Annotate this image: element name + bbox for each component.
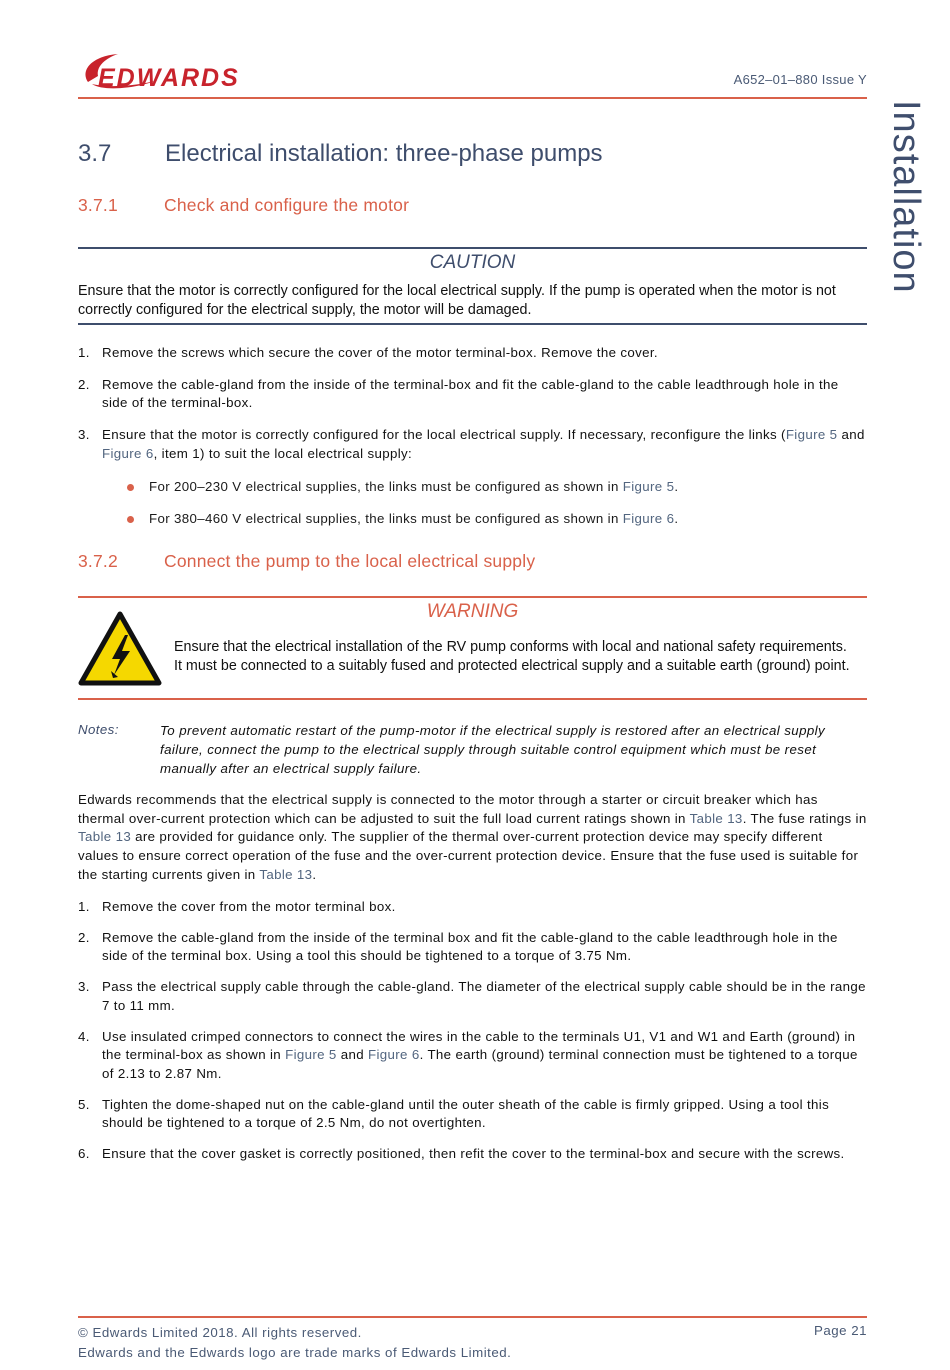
supply-bullets [125,478,865,528]
figure-6-link[interactable]: Figure 6 [368,1047,420,1063]
caution-title: CAUTION [429,252,516,273]
trademark-text: Edwards and the Edwards logo are trade marks of Edwards Limited. [78,1344,512,1360]
table-13-link[interactable]: Table 13 [259,866,313,882]
bullet-dot [127,484,134,491]
list-item: 3. Pass the electrical supply cable through the cable-gland. The diameter of the electrical supply cable should be in the range 7 to 11 mm. [78,979,866,1013]
bullet-item: For 380–460 V electrical supplies, the links must be configured as shown in Figure 6. [125,510,865,529]
side-tab-label: Installation [885,100,927,294]
list-item: 3. Ensure that the motor is correctly configured for the local electrical supply. If necessary, reconfigure the links (Figure 5 and Figure 6, item 1) to suit the local electrical supply: [78,427,865,461]
notes-text: To prevent automatic restart of the pump-motor if the electrical supply is restored after an electrical supply failure, connect the pump to the electrical supply through suitable control equipment which must be reset manually after an electrical supply failure. [160,723,826,776]
figure-5-link[interactable]: Figure 5 [785,427,838,443]
edwards-logo [78,52,298,92]
footer-legal [78,1323,511,1362]
list-item: 2. Remove the cable-gland from the inside of the terminal box and fit the cable-gland to the cable leadthrough hole in the side of the terminal box. Using a tool this should be tightened to a torque of 3.75 Nm. [78,929,838,964]
figure-6-link[interactable]: Figure 6 [102,445,154,461]
caution-bottom-rule [78,323,867,325]
subsection-number: 3.7.2 [78,551,118,571]
section-title: Electrical installation: three-phase pumps [165,140,603,167]
subsection-title: Connect the pump to the local electrical supply [164,551,536,571]
warning-top-rule [78,596,867,598]
section-number: 3.7 [78,140,112,167]
notes-label: Notes: [78,722,119,737]
bullet-item: For 200–230 V electrical supplies, the links must be configured as shown in Figure 5. [125,478,865,497]
subsection-heading-1 [78,195,409,216]
table-13-link[interactable]: Table 13 [689,810,743,826]
list-item: 2. Remove the cable-gland from the inside of the terminal-box and fit the cable-gland to the cable leadthrough hole in the side of the terminal-box. [78,376,839,411]
connect-steps-list [78,898,867,1164]
list-item: 4. Use insulated crimped connectors to connect the wires in the cable to the terminals U1, V1 and W1 and Earth (ground) in the terminal-box as shown in Figure 5 and Figure 6. The earth (ground) terminal connection must be tightened to a torque of 2.13 to 2.87 Nm. [78,1028,858,1081]
document-reference: A652–01–880 Issue Y [733,72,867,87]
list-item: 5. Tighten the dome-shaped nut on the cable-gland until the outer sheath of the cable is firmly gripped. Using a tool this should be tightened to a torque of 2.5 Nm, do not overtighten. [78,1096,830,1131]
header-divider [78,97,867,99]
table-13-link[interactable]: Table 13 [78,829,132,845]
copyright-text: © Edwards Limited 2018. All rights reserved. [78,1325,362,1340]
warning-text: Ensure that the electrical installation of the RV pump conforms with local and national safety requirements. It must be connected to a suitably fused and protected electrical supply and a suitable earth (ground) point. [174,639,850,674]
list-item: 1. Remove the cover from the motor terminal box. [78,899,396,914]
list-item: 1. Remove the screws which secure the cover of the motor terminal-box. Remove the cover. [78,345,658,360]
section-side-tab [884,100,927,310]
recommendation-paragraph: Edwards recommends that the electrical supply is connected to the motor through a starter or circuit breaker which has thermal over-current protection which can be adjusted to suit the full load current ratings shown in Table 13. The fuse ratings in Table 13 are provided for guidance only. The supplier of the thermal over-current protection device may specify different values to ensure correct operation of the fuse and the over-current protection device. Ensure that the fuse used is suitable for the starting currents given in Table 13. [78,792,867,882]
subsection-heading-2 [78,551,535,572]
warning-title: WARNING [426,601,519,622]
list-item: 6. Ensure that the cover gasket is correctly positioned, then refit the cover to the terminal-box and secure with the screws. [78,1146,845,1162]
figure-5-link[interactable]: Figure 5 [285,1047,337,1063]
configure-steps-list [78,344,867,464]
caution-text: Ensure that the motor is correctly configured for the local electrical supply. If the pump is operated when the motor is not correctly configured for the electrical supply, the motor will be damaged. [78,283,836,318]
subsection-title: Check and configure the motor [164,195,410,215]
page-number: Page 21 [813,1323,867,1338]
subsection-number: 3.7.1 [78,195,118,215]
figure-6-link[interactable]: Figure 6 [622,510,675,526]
bullet-dot [127,516,134,523]
footer-divider [78,1316,867,1318]
section-heading [78,140,603,168]
svg-text:EDWARDS: EDWARDS [98,64,240,92]
electrical-hazard-icon [78,611,162,687]
warning-bottom-rule [78,698,867,700]
caution-top-rule [78,247,867,249]
figure-5-link[interactable]: Figure 5 [622,479,675,494]
